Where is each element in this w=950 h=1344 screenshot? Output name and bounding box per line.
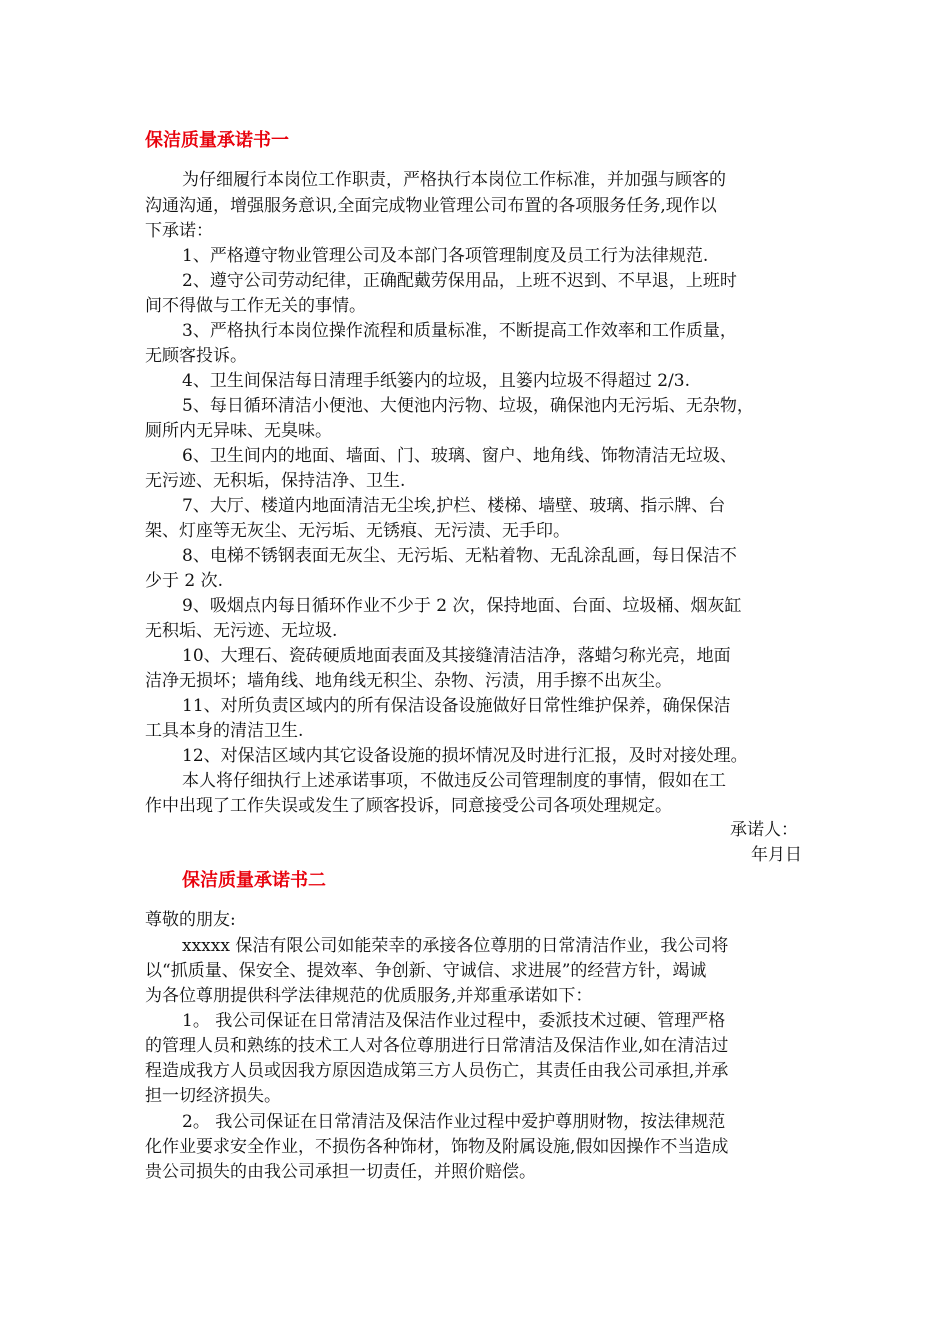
item-6-line: 无污迹、无积垢，保持洁净、卫生. [145, 471, 406, 491]
item-2-line: 间不得做与工作无关的事情。 [145, 296, 366, 316]
greeting: 尊敬的朋友: [145, 910, 236, 930]
item-10-line: 10、大理石、瓷砖硬质地面表面及其接缝清洁洁净，落蜡匀称光亮，地面 [182, 646, 731, 666]
pledge-2-line: 2。 我公司保证在日常清洁及保洁作业过程中爱护尊朋财物，按法律规范 [182, 1112, 726, 1132]
item-8-line: 少于 2 次. [145, 571, 224, 591]
item-8-line: 8、电梯不锈钢表面无灰尘、无污垢、无粘着物、无乱涂乱画，每日保洁不 [182, 546, 737, 566]
body-paragraph-line: 以“抓质量、保安全、提效率、争创新、守诚信、求进展”的经营方针，竭诚 [145, 961, 707, 981]
item-3-line: 3、严格执行本岗位操作流程和质量标准，不断提高工作效率和工作质量， [182, 321, 737, 341]
closing-line: 本人将仔细执行上述承诺事项，不做违反公司管理制度的事情，假如在工 [182, 771, 726, 791]
document-title-two: 保洁质量承诺书二 [182, 870, 326, 891]
item-7-line: 7、大厅、楼道内地面清洁无尘埃,护栏、楼梯、墙壁、玻璃、指示牌、台 [182, 496, 726, 516]
item-7-line: 架、灯座等无灰尘、无污垢、无锈痕、无污渍、无手印。 [145, 521, 570, 541]
item-5-line: 5、每日循环清洁小便池、大便池内污物、垃圾，确保池内无污垢、无杂物， [182, 396, 754, 416]
item-4-line: 4、卫生间保洁每日清理手纸篓内的垃圾，且篓内垃圾不得超过 2/3. [182, 371, 690, 391]
item-11-line: 工具本身的清洁卫生. [145, 721, 304, 741]
pledge-2-line: 化作业要求安全作业，不损伤各种饰材，饰物及附属设施,假如因操作不当造成 [145, 1137, 729, 1157]
pledge-1-line: 1。 我公司保证在日常清洁及保洁作业过程中，委派技术过硬、管理严格 [182, 1011, 726, 1031]
item-11-line: 11、对所负责区域内的所有保洁设备设施做好日常性维护保养，确保保洁 [182, 696, 731, 716]
item-9-line: 9、吸烟点内每日循环作业不少于 2 次，保持地面、台面、垃圾桶、烟灰缸 [182, 596, 742, 616]
item-5-line: 厕所内无异味、无臭味。 [145, 421, 332, 441]
pledge-1-line: 程造成我方人员或因我方原因造成第三方人员伤亡，其责任由我公司承担,并承 [145, 1061, 729, 1081]
document-title-one: 保洁质量承诺书一 [145, 130, 289, 151]
item-2-line: 2、遵守公司劳动纪律，正确配戴劳保用品，上班不迟到、不早退，上班时 [182, 271, 737, 291]
item-6-line: 6、卫生间内的地面、墙面、门、玻璃、窗户、地角线、饰物清洁无垃圾、 [182, 446, 737, 466]
item-10-line: 洁净无损坏；墙角线、地角线无积尘、杂物、污渍，用手擦不出灰尘。 [145, 671, 672, 691]
pledge-1-line: 的管理人员和熟练的技术工人对各位尊朋进行日常清洁及保洁作业,如在清洁过 [145, 1036, 729, 1056]
item-9-line: 无积垢、无污迹、无垃圾. [145, 621, 338, 641]
pledge-2-line: 贵公司损失的由我公司承担一切责任，并照价赔偿。 [145, 1162, 536, 1182]
body-paragraph-line: 为各位尊朋提供科学法律规范的优质服务,并郑重承诺如下： [145, 986, 593, 1006]
date-label: 年月日 [751, 845, 802, 865]
closing-line: 作中出现了工作失误或发生了顾客投诉，同意接受公司各项处理规定。 [145, 796, 672, 816]
intro-line: 沟通沟通，增强服务意识,全面完成物业管理公司布置的各项服务任务,现作以 [145, 196, 717, 216]
signer-label: 承诺人： [730, 820, 798, 840]
intro-line: 下承诺： [145, 221, 213, 241]
pledge-1-line: 担一切经济损失。 [145, 1086, 281, 1106]
body-paragraph-line: xxxxx 保洁有限公司如能荣幸的承接各位尊朋的日常清洁作业，我公司将 [182, 936, 729, 956]
intro-line: 为仔细履行本岗位工作职责，严格执行本岗位工作标准，并加强与顾客的 [182, 170, 726, 190]
item-1-line: 1、严格遵守物业管理公司及本部门各项管理制度及员工行为法律规范. [182, 246, 709, 266]
item-3-line: 无顾客投诉。 [145, 346, 247, 366]
item-12-line: 12、对保洁区域内其它设备设施的损坏情况及时进行汇报，及时对接处理。 [182, 746, 748, 766]
